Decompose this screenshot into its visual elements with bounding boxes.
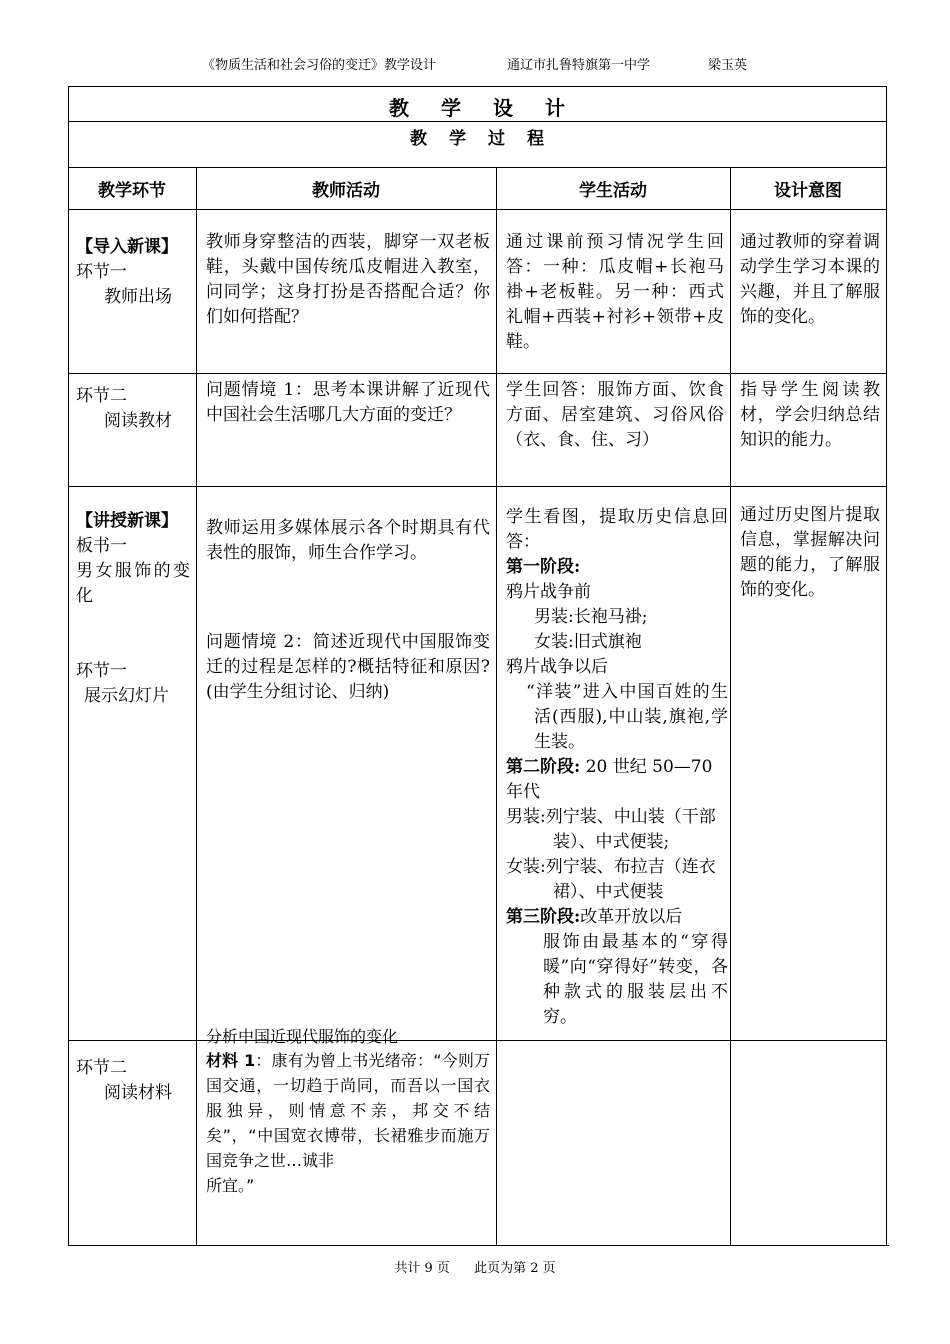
page-footer [0,1257,950,1276]
table-title: 教学设计 [389,96,597,120]
table-divider [68,486,887,487]
phase2-time: 20 世纪 50—70 年代 [506,757,713,802]
table-divider [68,121,887,122]
header-author: 梁玉英 [708,58,748,73]
phase3-label: 第三阶段: [506,907,581,927]
column-divider [196,167,197,1246]
row2-student: 学生回答：服饰方面、饮食方面、居室建筑、习俗风俗（衣、食、住、习） [506,380,724,450]
material-body: ：康有为曾上书光绪帝：“今则万国交通，一切趋于尚同，而吾以一国衣服独异，则情意不亲，邦交不结矣”，“中国宽衣博带，长裙雅步而施万国竞争之世…诚非 [206,1051,490,1170]
student-intro: 学生看图，提取历史信息回答： [506,507,728,552]
table-divider [68,167,887,168]
phase3-time: 改革开放以后 [580,907,683,927]
column-header-intent: 设计意图 [774,181,842,201]
phase1-label: 第一阶段: [506,557,581,577]
stage-board-title: 男女服饰的变化 [76,561,190,606]
row4-teacher-material [206,1048,490,1198]
header-school: 通辽市扎鲁特旗第一中学 [507,58,651,73]
row3-intent: 通过历史图片提取信息，掌握解决问题的能力，了解服饰的变化。 [740,505,880,600]
phase2-male: 男装:列宁装、中山装（干部装）、中式便装; [506,807,716,852]
table-divider [68,209,887,210]
stage-step: 环节二 [76,386,127,406]
row1-teacher: 教师身穿整洁的西装，脚穿一双老板鞋，头戴中国传统瓜皮帽进入教室，问同学；这身打扮是否搭配合适？你们如何搭配？ [206,232,490,327]
stage-step: 环节一 [76,262,127,282]
row2-stage [76,384,194,434]
stage-name: 展示幻灯片 [84,686,169,706]
phase2-label: 第二阶段: [506,757,581,777]
material-end: 所宜。” [206,1176,255,1195]
column-header-teacher: 教师活动 [312,181,380,201]
material-text [206,1048,490,1173]
phase1-female: 女装:旧式旗袍 [534,632,642,652]
row1-stage [76,235,194,310]
stage-tag: 【导入新课】 [76,237,178,257]
row2-teacher: 问题情境 1：思考本课讲解了近现代中国社会生活哪几大方面的变迁？ [206,380,490,425]
column-divider [496,167,497,1246]
table-divider [68,373,887,374]
stage-name: 教师出场 [104,287,172,307]
stage-tag: 【讲授新课】 [76,511,178,531]
page-header [0,54,950,74]
phase1-time: 鸦片战争前 [506,582,591,602]
footer-current-page: 此页为第 2 页 [474,1261,556,1276]
column-divider [730,167,731,1246]
row4-stage [76,1056,194,1106]
table-border-right [886,86,887,1246]
row4-overflow-caption: 分析中国近现代服饰的变化 [206,1027,399,1046]
phase2-line [506,755,728,805]
header-doc-title: 《物质生活和社会习俗的变迁》教学设计 [202,58,437,73]
row3-stage [76,509,190,609]
phase1b-time: 鸦片战争以后 [506,657,608,677]
table-border-top [68,86,887,87]
row2-intent: 指导学生阅读教材，学会归纳总结知识的能力。 [740,380,880,450]
phase3-text: 服饰由最基本的“穿得暖”向“穿得好”转变，各种款式的服装层出不穷。 [543,932,728,1027]
table-border-left [68,86,69,1246]
stage-board: 板书一 [76,536,127,556]
stage-step: 环节一 [76,661,127,681]
phase3-line [506,905,728,930]
row3-stage-step [76,659,194,709]
row1-intent: 通过教师的穿着调动学生学习本课的兴趣，并且了解服饰的变化。 [740,232,880,327]
row3-teacher-2: 问题情境 2：简述近现代中国服饰变迁的过程是怎样的?概括特征和原因?(由学生分组讨论、归纳) [206,632,490,702]
table-border-bottom [68,1245,889,1246]
phase1b-text: “洋装”进入中国百姓的生活(西服),中山装,旗袍,学生装。 [526,682,728,752]
row3-student [506,505,728,1030]
table-subtitle: 教学过程 [410,129,566,149]
phase1-male: 男装:长袍马褂; [534,607,648,627]
phase2-female: 女装:列宁装、布拉吉（连衣裙）、中式便装 [506,857,716,902]
footer-total-pages: 共计 9 页 [394,1261,450,1276]
column-header-student: 学生活动 [579,181,647,201]
row3-teacher-1: 教师运用多媒体展示各个时期具有代表性的服饰，师生合作学习。 [206,518,490,563]
material-label: 材料 1 [206,1051,256,1070]
row1-student: 通过课前预习情况学生回答：一种：瓜皮帽+长袍马褂+老板鞋。另一种：西式礼帽+西装+衬衫+领带+皮鞋。 [506,232,724,352]
stage-step: 环节二 [76,1058,127,1078]
column-header-stage: 教学环节 [98,181,166,201]
stage-name: 阅读教材 [104,411,172,431]
stage-name: 阅读材料 [104,1083,172,1103]
